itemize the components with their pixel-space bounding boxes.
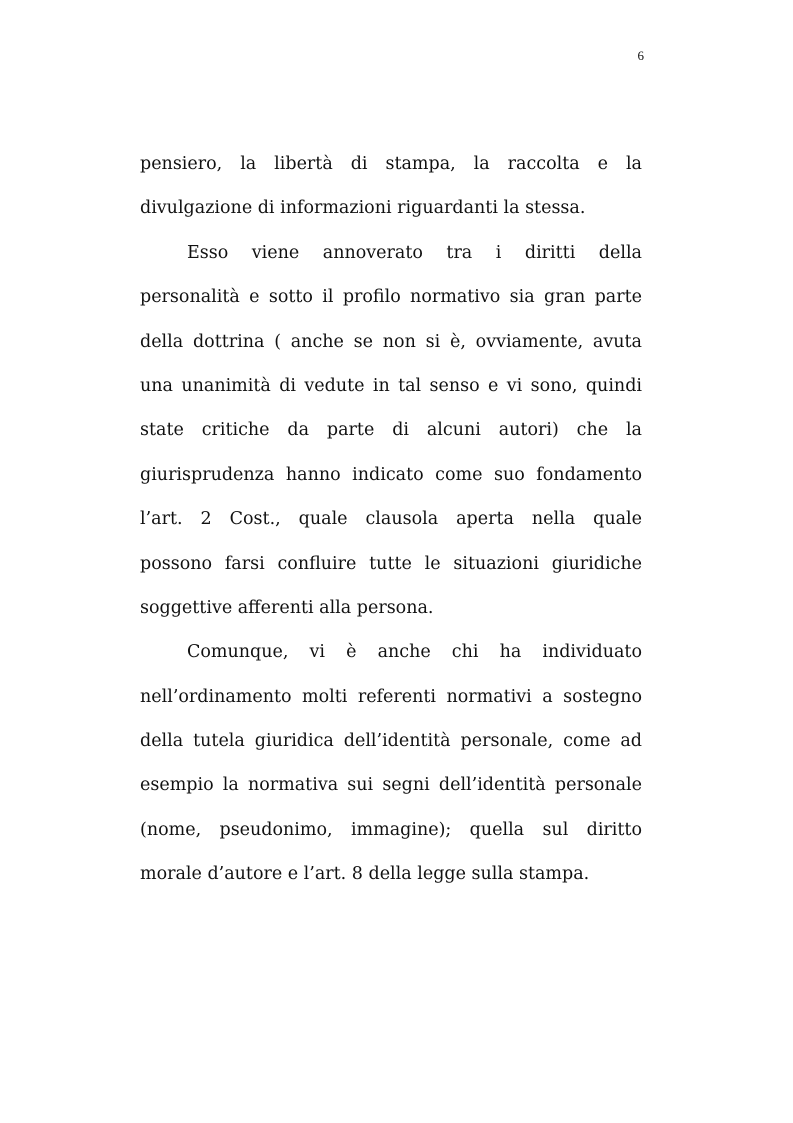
paragraph-3-line-3: della tutela giuridica dell’identità personale, come ad bbox=[140, 731, 642, 752]
paragraph-3-line-4: esempio la normativa sui segni dell’identità personale bbox=[140, 775, 642, 796]
paragraph-2-line-8: possono farsi confluire tutte le situazioni giuridiche bbox=[140, 553, 642, 574]
paragraph-3-line-6: morale d’autore e l’art. 8 della legge sulla stampa. bbox=[140, 864, 590, 885]
page-number: 6 bbox=[637, 48, 644, 63]
paragraph-2-line-1: Esso viene annoverato tra i diritti della bbox=[187, 242, 642, 263]
paragraph-2-line-4: una unanimità di vedute in tal senso e vi sono, quindi bbox=[140, 375, 642, 396]
paragraph-2-line-3: della dottrina ( anche se non si è, ovviamente, avuta bbox=[140, 331, 642, 352]
paragraph-2-line-9: soggettive afferenti alla persona. bbox=[140, 597, 434, 618]
paragraph-3-line-5: (nome, pseudonimo, immagine); quella sul diritto bbox=[140, 819, 642, 840]
body-text bbox=[140, 150, 642, 905]
paragraph-3-line-2: nell’ordinamento molti referenti normativi a sostegno bbox=[140, 686, 642, 707]
paragraph-1-line-1: pensiero, la libertà di stampa, la raccolta e la bbox=[140, 154, 642, 174]
paragraph-2-line-7: l’art. 2 Cost., quale clausola aperta nella quale bbox=[140, 509, 642, 530]
paragraph-2-line-5: state critiche da parte di alcuni autori) che la bbox=[140, 420, 642, 441]
paragraph-2-line-2: personalità e sotto il profilo normativo sia gran parte bbox=[140, 287, 642, 308]
paragraph-3-line-1: Comunque, vi è anche chi ha individuato bbox=[187, 642, 642, 663]
paragraph-1-line-2: divulgazione di informazioni riguardanti la stessa. bbox=[140, 198, 586, 219]
paragraph-2-line-6: giurisprudenza hanno indicato come suo fondamento bbox=[140, 464, 642, 485]
